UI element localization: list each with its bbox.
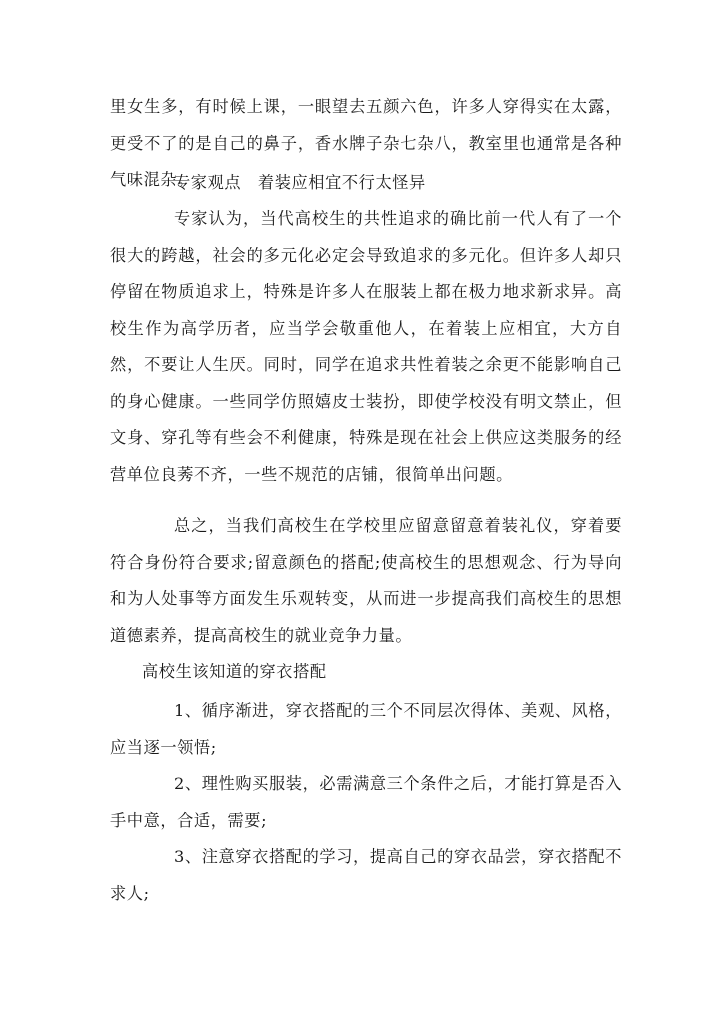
list-item [110, 839, 622, 912]
summary-paragraph [110, 508, 622, 654]
list-item [110, 766, 622, 839]
expert-paragraph [110, 201, 622, 493]
list-item [110, 693, 622, 766]
list-item-text: 3、注意穿衣搭配的学习，提高自己的穿衣品尝，穿衣搭配不求人; [110, 847, 622, 903]
summary-paragraph-text: 总之，当我们高校生在学校里应留意留意着装礼仪，穿着要符合身份符合要求;留意颜色的搭配;使高校生的思想观念、行为导向和为人处事等方面发生乐观转变，从而进一步提高我们高校生的思想道德素养，提高高校生的就业竞争力量。 [110, 516, 622, 645]
list-item-text: 1、循序渐进，穿衣搭配的三个不同层次得体、美观、风格，应当逐一领悟; [110, 701, 622, 757]
list-item-text: 2、理性购买服装，必需满意三个条件之后，才能打算是否入手中意，合适，需要; [110, 774, 622, 830]
continuation-text: 里女生多，有时候上课，一眼望去五颜六色，许多人穿得实在太露，更受不了的是自己的鼻子，香水牌子杂七杂八，教室里也通常是各种气味混杂。 [110, 97, 622, 189]
section-heading: 高校生该知道的穿衣搭配 [142, 662, 327, 681]
expert-paragraph-text: 专家认为，当代高校生的共性追求的确比前一代人有了一个很大的跨越，社会的多元化必定会导致追求的多元化。但许多人却只停留在物质追求上，特殊是许多人在服装上都在极力地求新求异。高校生作为高学历者，应当学会敬重他人，在着装上应相宜，大方自然，不要让人生厌。同时，同学在追求共性着装之余更不能影响自己的身心健康。一些同学仿照嬉皮士装扮，即使学校没有明文禁止，但文身、穿孔等有些会不利健康，特殊是现在社会上供应这类服务的经营单位良莠不齐，一些不规范的店铺，很简单出问题。 [110, 209, 622, 484]
expert-heading: 专家观点 着装应相宜不行太怪异 [174, 173, 426, 192]
